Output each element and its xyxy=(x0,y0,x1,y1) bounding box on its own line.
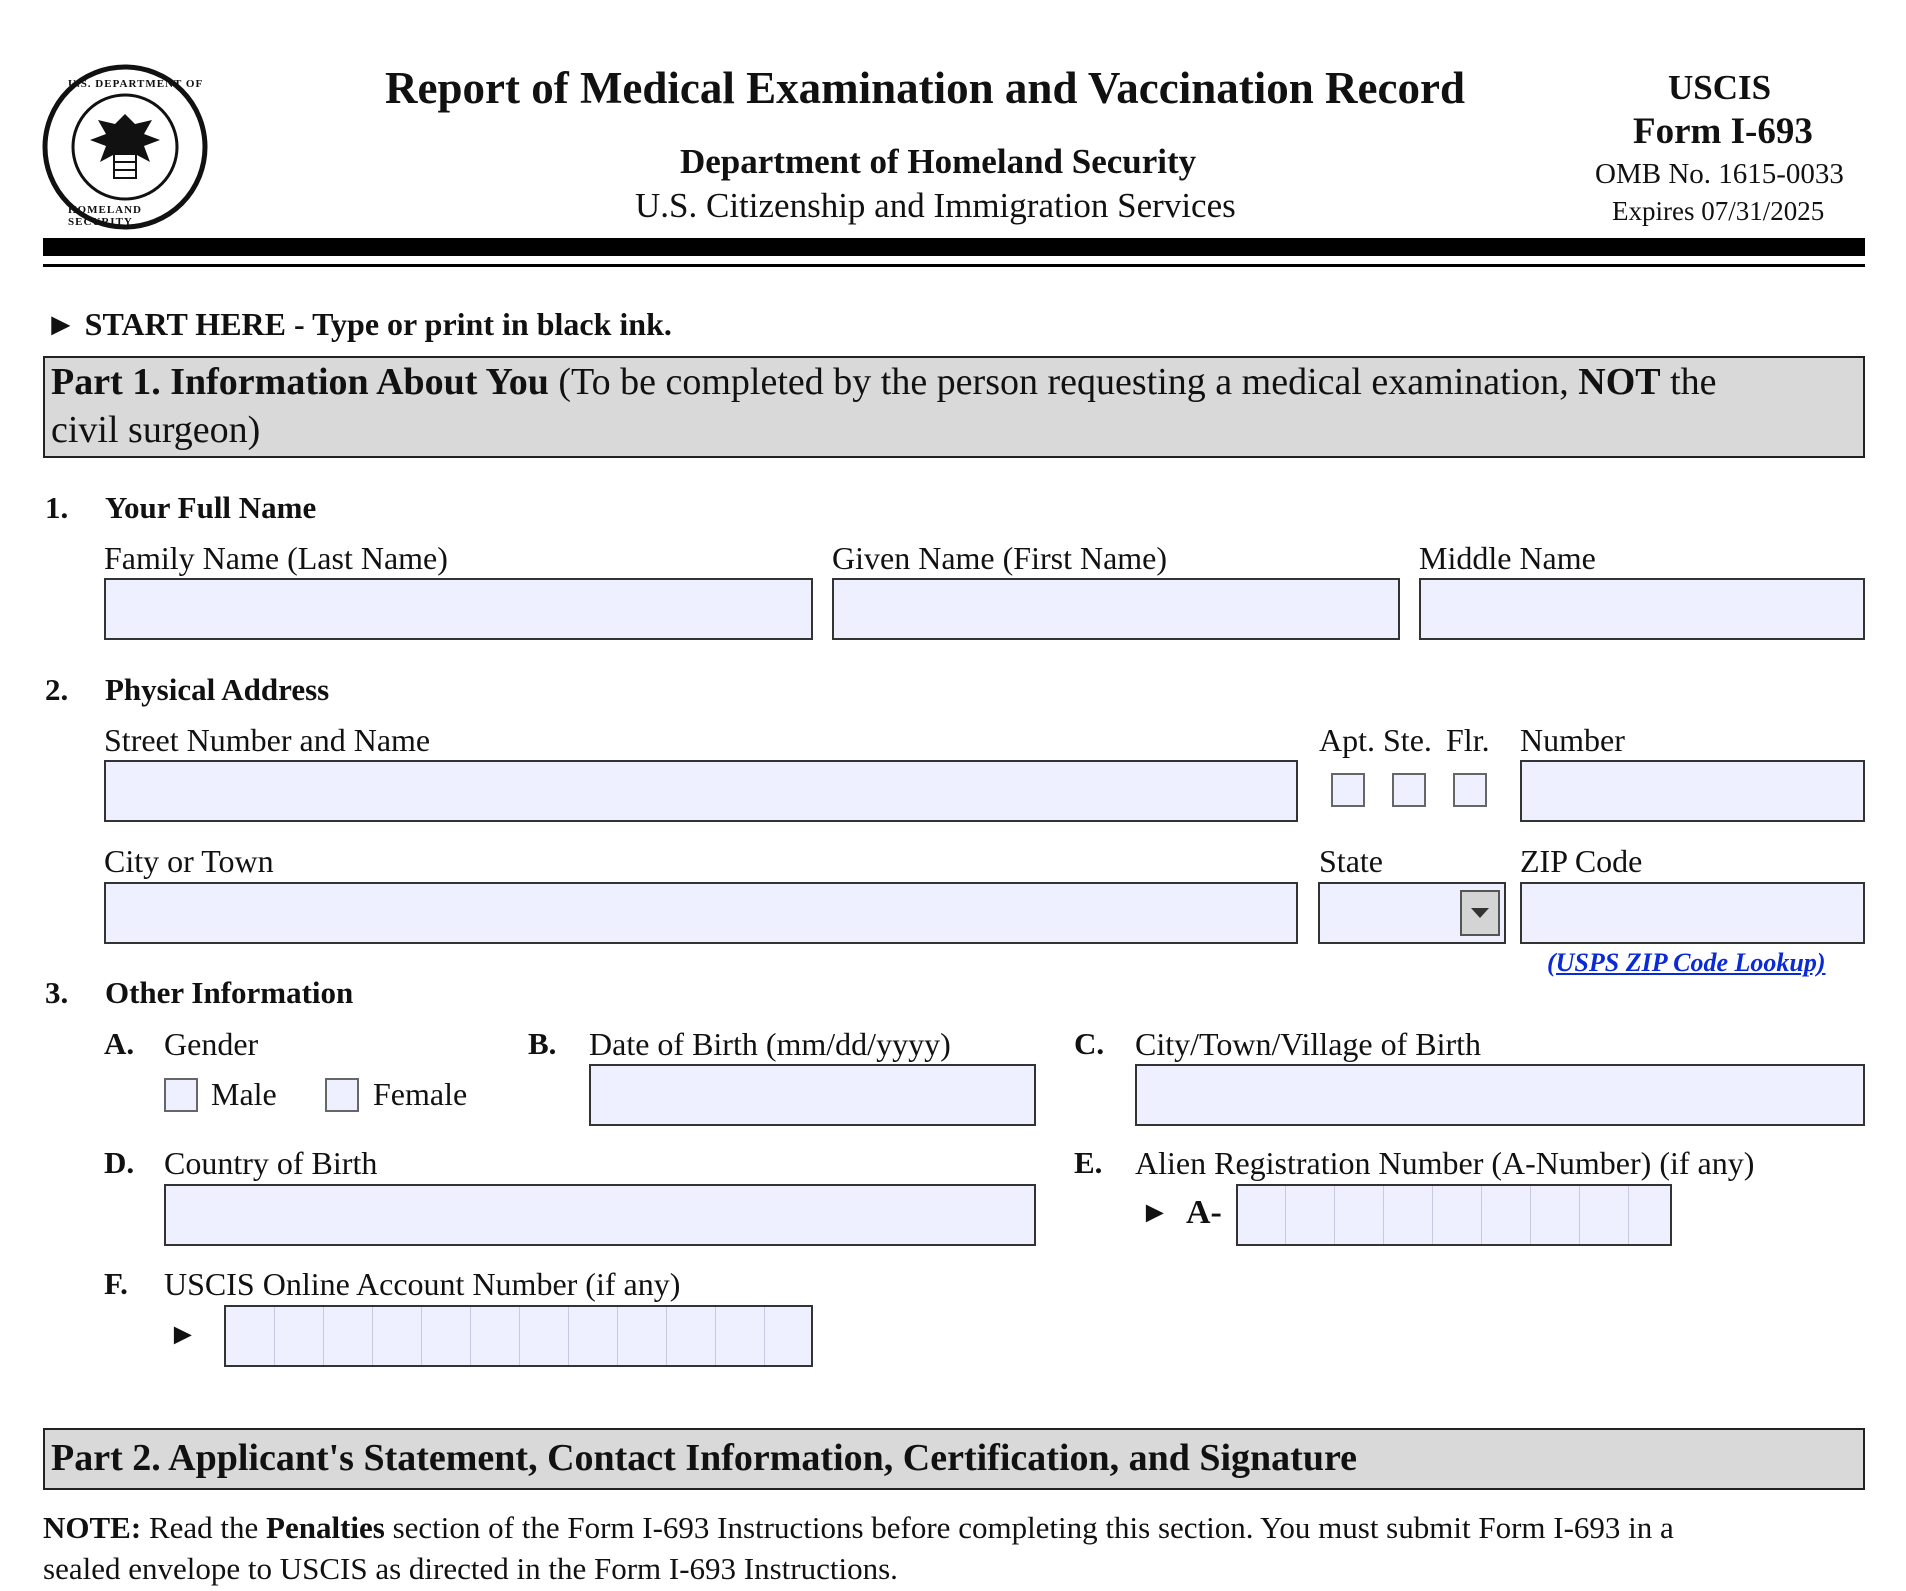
start-here xyxy=(45,306,672,343)
given-name-input[interactable] xyxy=(832,578,1400,640)
family-name-label: Family Name (Last Name) xyxy=(104,540,448,576)
ste-label: Ste. xyxy=(1383,722,1432,758)
gender-label: Gender xyxy=(164,1026,259,1062)
male-checkbox[interactable] xyxy=(164,1078,198,1112)
a-number-input[interactable] xyxy=(1236,1184,1672,1246)
part1-header xyxy=(43,356,1865,458)
dhs-seal xyxy=(40,62,210,232)
family-name-input[interactable] xyxy=(104,578,813,640)
agency-name: U.S. Citizenship and Immigration Services xyxy=(635,186,1236,225)
part1-desc-c: civil surgeon) xyxy=(51,409,261,451)
agency-short: USCIS xyxy=(1668,68,1772,107)
omb-number: OMB No. 1615-0033 xyxy=(1595,158,1844,190)
form-id: Form I-693 xyxy=(1633,111,1813,152)
given-name-label: Given Name (First Name) xyxy=(832,540,1168,576)
note-line-1 xyxy=(43,1510,1674,1546)
female-checkbox[interactable] xyxy=(325,1078,359,1112)
state-dropdown-button[interactable] xyxy=(1460,890,1500,936)
apt-number-input[interactable] xyxy=(1520,760,1865,822)
department-name: Department of Homeland Security xyxy=(680,142,1197,181)
part2-label: Part 2. Applicant's Statement, Contact Information, Certification, and Signature xyxy=(51,1437,1358,1479)
flr-checkbox[interactable] xyxy=(1453,773,1487,807)
note-label: NOTE: xyxy=(43,1510,142,1545)
online-account-input[interactable] xyxy=(224,1305,813,1367)
country-birth-letter: D. xyxy=(104,1145,135,1180)
part1-desc-not: NOT xyxy=(1578,361,1661,403)
q3-title: Other Information xyxy=(105,975,354,1010)
expiration-date: Expires 07/31/2025 xyxy=(1612,196,1825,226)
dob-letter: B. xyxy=(528,1026,557,1061)
city-birth-input[interactable] xyxy=(1135,1064,1865,1126)
start-here-text: START HERE - Type or print in black ink. xyxy=(84,306,672,342)
middle-name-label: Middle Name xyxy=(1419,540,1596,576)
country-birth-input[interactable] xyxy=(164,1184,1036,1246)
a-number-arrow-icon: ► xyxy=(1140,1196,1170,1229)
seal-text-top: U.S. DEPARTMENT OF xyxy=(68,78,204,90)
female-label: Female xyxy=(373,1076,468,1112)
seal-text-bottom: HOMELAND SECURITY xyxy=(68,204,142,228)
note-line-2: sealed envelope to USCIS as directed in the Form I-693 Instructions. xyxy=(43,1551,898,1586)
state-select[interactable] xyxy=(1318,882,1506,944)
start-arrow-icon: ► xyxy=(45,306,77,342)
city-label: City or Town xyxy=(104,843,274,879)
middle-name-input[interactable] xyxy=(1419,578,1865,640)
part2-header xyxy=(43,1428,1865,1490)
part1-desc-a: (To be completed by the person requesting a medical examination, xyxy=(558,361,1569,403)
q2-title: Physical Address xyxy=(105,672,330,707)
q1-number: 1. xyxy=(45,490,69,525)
part1-label: Part 1. Information About You xyxy=(51,361,549,403)
header-rule-thin xyxy=(43,264,1865,267)
q1-title: Your Full Name xyxy=(105,490,317,525)
zip-input[interactable] xyxy=(1520,882,1865,944)
gender-letter: A. xyxy=(104,1026,135,1061)
dob-label: Date of Birth (mm/dd/yyyy) xyxy=(589,1026,951,1062)
male-label: Male xyxy=(211,1076,277,1112)
apt-label: Apt. xyxy=(1319,722,1375,758)
country-birth-label: Country of Birth xyxy=(164,1145,378,1181)
apt-checkbox[interactable] xyxy=(1331,773,1365,807)
street-input[interactable] xyxy=(104,760,1298,822)
dob-input[interactable] xyxy=(589,1064,1036,1126)
city-birth-letter: C. xyxy=(1074,1026,1105,1061)
ste-checkbox[interactable] xyxy=(1392,773,1426,807)
a-number-label: Alien Registration Number (A-Number) (if any) xyxy=(1135,1145,1755,1181)
zip-label: ZIP Code xyxy=(1520,843,1643,879)
city-input[interactable] xyxy=(104,882,1298,944)
number-label: Number xyxy=(1520,722,1625,758)
q2-number: 2. xyxy=(45,672,69,707)
chevron-down-icon xyxy=(1462,892,1498,934)
online-account-arrow-icon: ► xyxy=(168,1318,198,1351)
online-account-label: USCIS Online Account Number (if any) xyxy=(164,1266,681,1302)
form-title: Report of Medical Examination and Vaccination Record xyxy=(385,63,1465,113)
street-label: Street Number and Name xyxy=(104,722,431,758)
state-label: State xyxy=(1319,843,1383,879)
note-penalties: Penalties xyxy=(266,1510,385,1545)
note-text-b: section of the Form I-693 Instructions before completing this section. You must submit Form I-693 in a xyxy=(392,1510,1674,1545)
online-account-letter: F. xyxy=(104,1266,128,1301)
city-birth-label: City/Town/Village of Birth xyxy=(1135,1026,1482,1062)
note-text-a: Read the xyxy=(148,1510,259,1545)
part1-desc-b: the xyxy=(1670,361,1717,403)
q3-number: 3. xyxy=(45,975,69,1010)
flr-label: Flr. xyxy=(1446,722,1490,758)
zip-lookup-link[interactable]: (USPS ZIP Code Lookup) xyxy=(1547,948,1826,977)
a-number-letter: E. xyxy=(1074,1145,1103,1180)
a-number-prefix: A- xyxy=(1186,1194,1222,1231)
header-rule-thick xyxy=(43,238,1865,256)
